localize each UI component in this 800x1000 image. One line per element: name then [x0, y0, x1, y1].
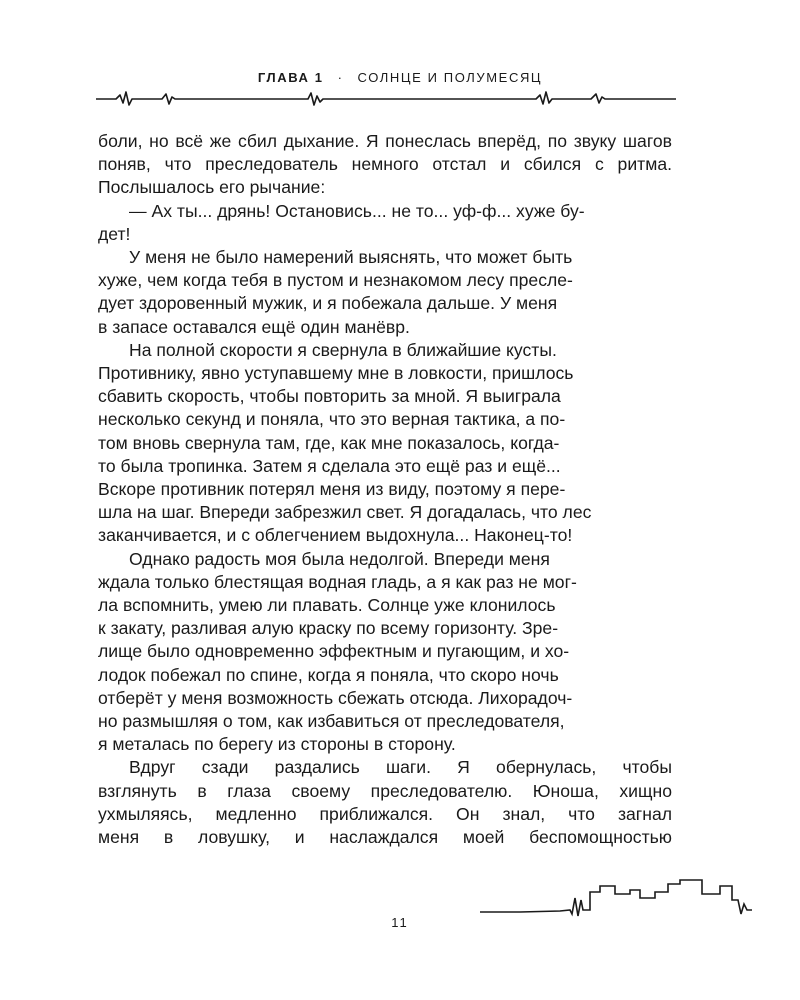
- paragraph: На полной скорости я свернула в ближайшие кусты. Противнику, явно уступавшему мне в ловкости, пришлось сбавить скорость, чтобы повторить за мной. Я выиграла несколько секунд и поняла, что это верная тактика, а по- том вновь свернула там, где, как мне показалось, когда- то была тропинка. Затем я сделала это ещё раз и ещё... Вскоре противник потерял меня из виду, поэтому я пере- шла на шаг. Впереди забрезжил свет. Я догадалась, что лес заканчивается, и с облегчением выдохнула... Наконец-то!: [98, 339, 592, 546]
- body-text: [98, 130, 672, 849]
- paragraph: — Ах ты... дрянь! Остановись... не то... уф-ф... хуже бу- дет!: [98, 200, 585, 244]
- chapter-label: ГЛАВА 1: [257, 70, 324, 85]
- running-head: [0, 70, 800, 85]
- paragraph: Вдруг сзади раздались шаги. Я обернулась, чтобы взглянуть в глаза своему преследователю. Юноша, хищно ухмыляясь, медленно приближался. Он знал, что загнал меня в ловушку, и наслаждался моей беспомощностью: [98, 757, 672, 848]
- chapter-title: СОЛНЦЕ И ПОЛУМЕСЯЦ: [357, 70, 543, 85]
- paragraph: Однако радость моя была недолгой. Впереди меня ждала только блестящая водная гладь, а я как раз не мог- ла вспомнить, умею ли плавать. Солнце уже клонилось к закату, разливая алую краску по всему горизонту. Зре- лище было одновременно эффектным и пугающим, и хо- лодок побежал по спине, когда я поняла, что скоро ночь отберёт у меня возможность сбежать отсюда. Лихорадоч- но размышляя о том, как избавиться от преследователя, я металась по берегу из стороны в сторону.: [98, 548, 577, 755]
- paragraph: боли, но всё же сбил дыхание. Я понеслась вперёд, по звуку шагов поняв, что преследователь немного отстал и сбился с ритма. Послышалось его рычание:: [98, 131, 672, 198]
- heartbeat-line-icon: [96, 86, 676, 112]
- running-head-separator: ·: [337, 70, 344, 85]
- page-number: 11: [391, 915, 409, 930]
- paragraph: У меня не было намерений выяснять, что может быть хуже, чем когда тебя в пустом и незнакомом лесу пресле- дует здоровенный мужик, и я побежала дальше. У меня в запасе оставался ещё один манёвр.: [98, 247, 573, 337]
